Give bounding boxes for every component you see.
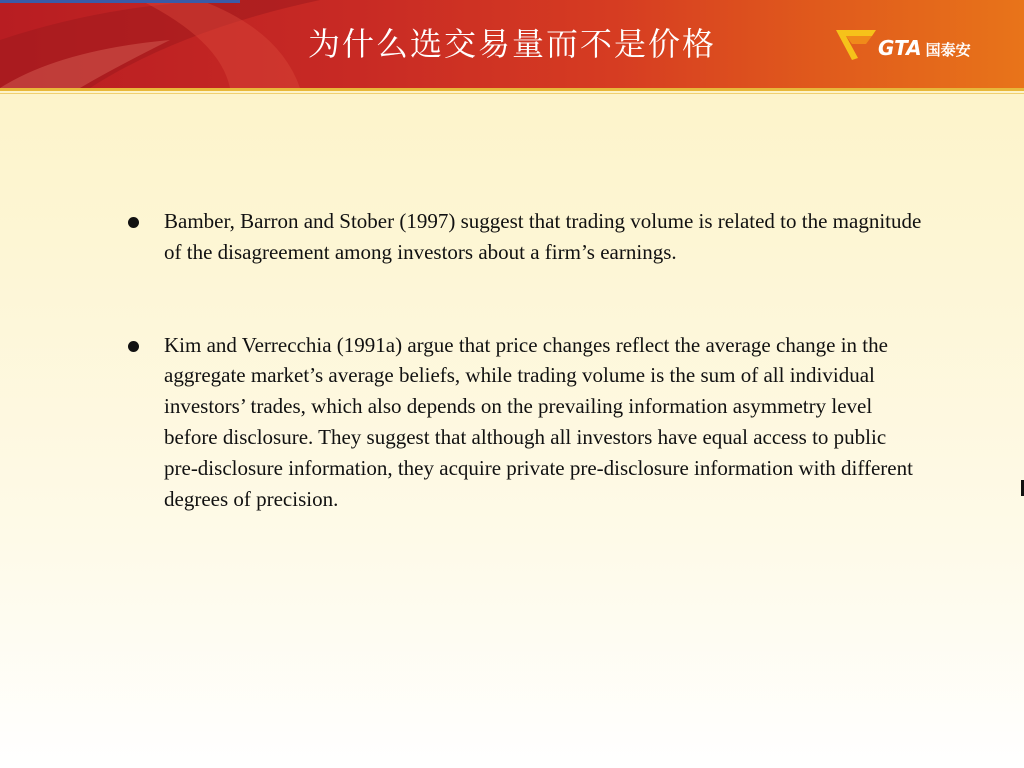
logo-chinese: 国泰安 bbox=[925, 41, 971, 59]
slide-title: 为什么选交易量而不是价格 bbox=[307, 25, 716, 63]
chevron-logo-icon bbox=[836, 28, 880, 62]
bullet-item-1 bbox=[124, 206, 924, 268]
logo-wordmark bbox=[878, 36, 971, 62]
header-gold-rule-thin bbox=[0, 93, 1024, 94]
bullet-text: Bamber, Barron and Stober (1997) suggest that trading volume is related to the magnitude of the disagreement among investors about a firm’s earnings. bbox=[164, 209, 922, 264]
bullet-list bbox=[124, 206, 924, 514]
header-bar bbox=[0, 0, 1024, 88]
header-gold-rule bbox=[0, 88, 1024, 91]
logo-latin: GTA bbox=[878, 36, 922, 60]
bullet-text: Kim and Verrecchia (1991a) argue that price changes reflect the average change in the aggregate market’s average beliefs, while trading volume is the sum of all individual investors’ trades, which also depends on the prevailing information asymmetry level before disclosure. They suggest that although all investors have equal access to public pre-disclosure information, they acquire private pre-disclosure information with different degrees of precision. bbox=[164, 332, 913, 511]
bullet-dot-icon bbox=[128, 341, 139, 352]
bullet-item-2 bbox=[124, 330, 924, 515]
header-top-accent-line bbox=[0, 0, 240, 3]
gta-logo bbox=[836, 26, 996, 66]
bullet-dot-icon bbox=[128, 217, 139, 228]
